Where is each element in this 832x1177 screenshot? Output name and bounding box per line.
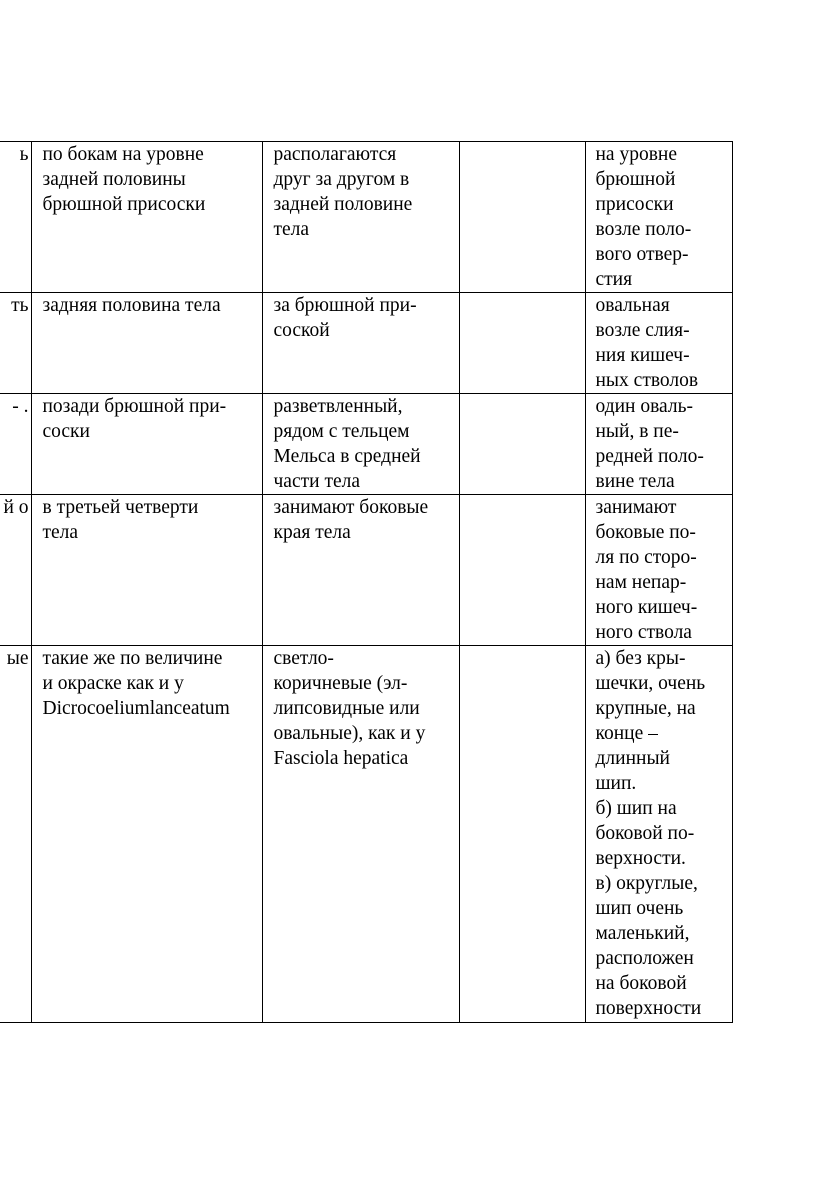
table-row [0, 394, 732, 495]
table-cell: разветвленный, рядом с тельцем Мельса в средней части тела [262, 394, 459, 495]
data-table [0, 141, 733, 1023]
cut-off-cell: й о [0, 495, 31, 646]
table-cell: такие же по величине и окраске как и у Dicrocoeliumlanceatum [31, 646, 262, 1023]
table-cell: задняя половина тела [31, 293, 262, 394]
table-cell: позади брюшной при- соски [31, 394, 262, 495]
cut-off-cell: ь [0, 142, 31, 293]
table-cell: занимают боковые по- ля по сторо- нам непар- ного кишеч- ного ствола [585, 495, 732, 646]
table-cell: за брюшной при- соской [262, 293, 459, 394]
table-cell: светло- коричневые (эл- липсовидные или овальные), как и у Fasciola hepatica [262, 646, 459, 1023]
empty-cell [459, 495, 585, 646]
empty-cell [459, 142, 585, 293]
table-row [0, 142, 732, 293]
table-cell: на уровне брюшной присоски возле поло- вого отвер- стия [585, 142, 732, 293]
table-row [0, 646, 732, 1023]
empty-cell [459, 293, 585, 394]
cut-off-cell: ть [0, 293, 31, 394]
empty-cell [459, 646, 585, 1023]
table-cell: овальная возле слия- ния кишеч- ных стволов [585, 293, 732, 394]
table-cell: а) без кры- шечки, очень крупные, на конце – длинный шип. б) шип на боковой по- верхности. в) округлые, шип очень маленький, расположен на боковой поверхности [585, 646, 732, 1023]
cut-off-cell: - . [0, 394, 31, 495]
table-cell: занимают боковые края тела [262, 495, 459, 646]
table-row [0, 495, 732, 646]
table-row [0, 293, 732, 394]
table-cell: в третьей четверти тела [31, 495, 262, 646]
table-cell: располагаются друг за другом в задней половине тела [262, 142, 459, 293]
cut-off-cell: ые [0, 646, 31, 1023]
table-cell: по бокам на уровне задней половины брюшной присоски [31, 142, 262, 293]
table-cell: один оваль- ный, в пе- редней поло- вине тела [585, 394, 732, 495]
empty-cell [459, 394, 585, 495]
